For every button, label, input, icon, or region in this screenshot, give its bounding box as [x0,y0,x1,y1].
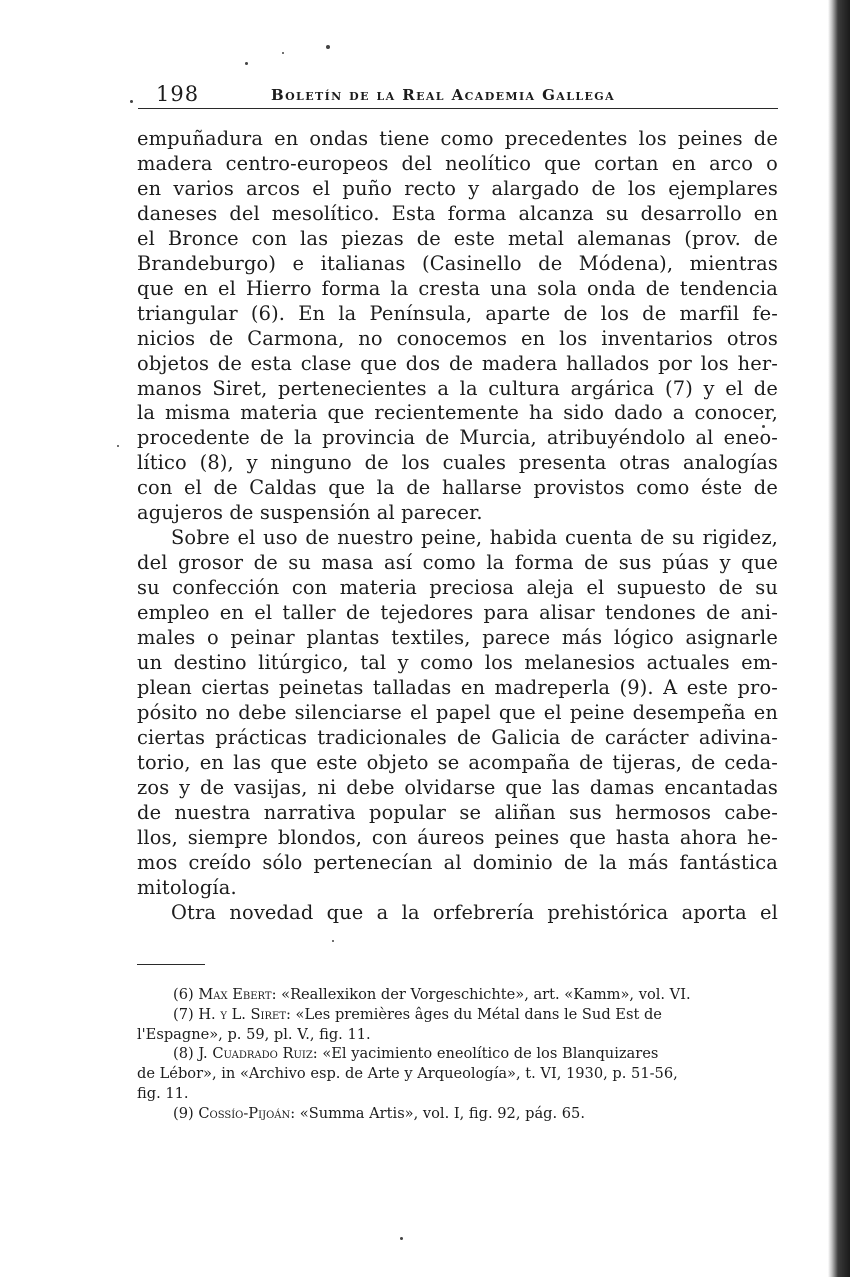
text-line: Brandeburgo) e italianas (Casinello de Módena), mientras [137,251,778,275]
text-line: triangular (6). En la Península, aparte de los de marfil fe- [137,301,778,325]
text-line: empuñadura en ondas tiene como precedentes los peines de [137,127,778,150]
footnote-text: : «Les premières âges du Métal dans le Sud Est de [286,1005,662,1023]
scan-speck [130,100,133,103]
footnote-text: : «Reallexikon der Vorgeschichte», art. «Kamm», vol. VI. [271,986,691,1003]
text-line: un destino litúrgico, tal y como los melanesios actuales em- [137,651,778,675]
text-line: mos creído sólo pertenecían al dominio de la más fantástica [137,850,778,874]
footnote-text: de Lébor», in «Archivo esp. de Arte y Arqueología», t. VI, 1930, p. 51-56, [137,1065,678,1083]
text-line: ciertas prácticas tradicionales de Galicia de carácter adivina- [137,725,778,749]
footnote-divider [137,964,205,965]
text-line: empleo en el taller de tejedores para alisar tendones de ani- [137,601,778,625]
scan-speck [245,62,248,65]
footnote-author: J. Cuadrado Ruiz [198,1045,313,1063]
scan-speck [332,940,334,942]
footnote-author: Max Ebert [198,986,272,1003]
footnote-7 [137,1005,778,1045]
footnote-text: : «Summa Artis», vol. I, fig. 92, pág. 65. [290,1104,585,1122]
text-line: zos y de vasijas, ni debe olvidarse que las damas encantadas [137,775,778,799]
footnote-text: fig. 11. [137,1084,189,1102]
text-line: en varios arcos el puño recto y alargado de los ejemplares [137,176,778,200]
text-line: manos Siret, pertenecientes a la cultura argárica (7) y el de [137,376,778,400]
paragraph-start-line: Sobre el uso de nuestro peine, habida cuenta de su rigidez, [171,526,778,550]
text-line: objetos de esta clase que dos de madera hallados por los her- [137,351,778,375]
footnote-author: H. y L. Siret [198,1005,286,1023]
text-line: agujeros de suspensión al parecer. [137,501,483,525]
text-line: males o peinar plantas textiles, parece más lógico asignarle [137,626,778,650]
text-line: del grosor de su masa así como la forma de sus púas y que [137,551,778,575]
footnote-number: (6) [173,986,194,1003]
text-line: pósito no debe silenciarse el papel que el peine desempeña en [137,700,778,724]
scan-speck [400,1237,403,1240]
scan-edge-shadow [828,0,850,1277]
running-head: Boletín de la Real Academia Gallega [271,86,616,104]
scan-speck [282,52,284,54]
footnote-9 [137,1104,778,1124]
page-number: 198 [156,82,200,106]
text-line: lítico (8), y ninguno de los cuales presenta otras analogías [137,451,778,475]
text-line: madera centro-europeos del neolítico que cortan en arco o [137,151,778,175]
text-line: su confección con materia preciosa aleja el supuesto de su [137,576,778,600]
footnote-number: (9) [173,1104,194,1122]
footnote-number: (7) [173,1005,194,1023]
footnote-number: (8) [173,1045,194,1063]
text-line: la misma materia que recientemente ha sido dado a conocer, [137,401,778,425]
text-line: que en el Hierro forma la cresta una sola onda de tendencia [137,276,778,300]
footnote-6 [137,985,778,1005]
text-line: mitología. [137,875,237,899]
text-line: de nuestra narrativa popular se aliñan sus hermosos cabe- [137,800,778,824]
scan-speck [117,445,119,447]
text-line: llos, siempre blondos, con áureos peines que hasta ahora he- [137,825,778,849]
footnote-author: Cossío-Pijoán [198,1104,291,1122]
text-line: torio, en las que este objeto se acompaña de tijeras, de ceda- [137,750,778,774]
text-line: con el de Caldas que la de hallarse provistos como éste de [137,476,778,500]
text-line: nicios de Carmona, no conocemos en los inventarios otros [137,326,778,350]
body-text [137,127,778,926]
text-line: plean ciertas peinetas talladas en madreperla (9). A este pro- [137,675,778,699]
paragraph-start-line: Otra novedad que a la orfebrería prehistórica aporta el [171,900,778,924]
text-line: daneses del mesolítico. Esta forma alcanza su desarrollo en [137,201,778,225]
footnote-8 [137,1044,778,1103]
scan-speck [326,45,330,49]
page-header [138,80,778,109]
footnote-text: l'Espagne», p. 59, pl. V., fig. 11. [137,1025,371,1043]
footnotes [137,985,778,1124]
text-line: procedente de la provincia de Murcia, atribuyéndolo al eneo- [137,426,778,450]
text-line: el Bronce con las piezas de este metal alemanas (prov. de [137,226,778,250]
footnote-text: : «El yacimiento eneolítico de los Blanquizares [312,1045,659,1063]
